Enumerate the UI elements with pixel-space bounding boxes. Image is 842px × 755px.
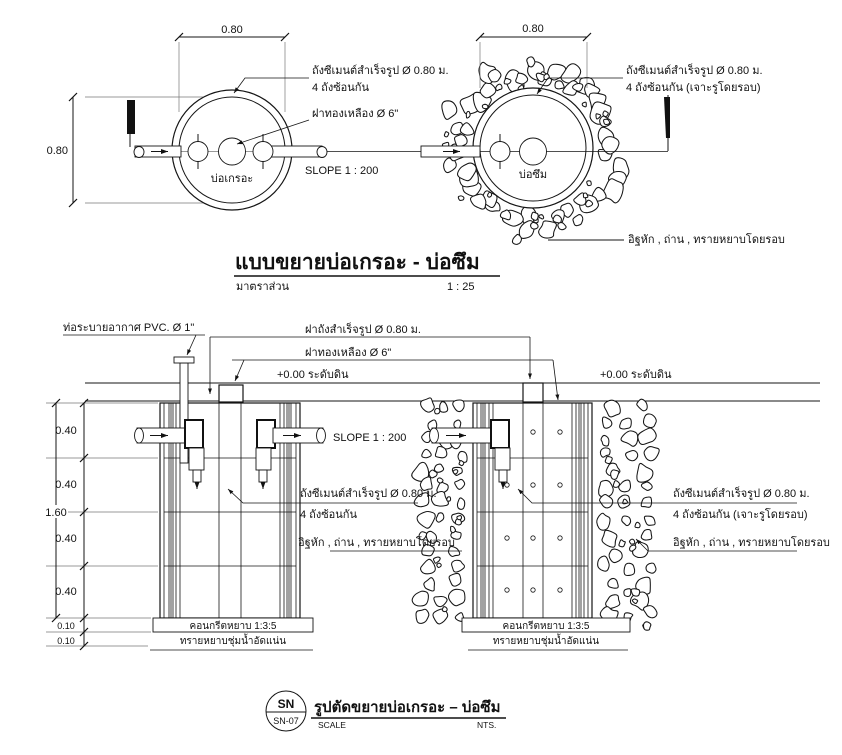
- dim-width-value: 0.80: [221, 24, 243, 36]
- right-tank-label-1: ถังซีเมนต์สำเร็จรูป Ø 0.80 ม.: [673, 488, 810, 500]
- outlet-tee-fitting: [253, 142, 273, 162]
- ground-level-label-left: +0.00 ระดับดิน: [277, 369, 349, 381]
- vent-pipe-cap: [174, 357, 194, 363]
- dim-040: 0.40: [55, 586, 77, 598]
- left-fill-label: อิฐหัก , ถ่าน , ทรายหยาบโดยรอบ: [298, 537, 455, 549]
- tank-name: บ่อซึม: [518, 169, 548, 181]
- vent-pipe-label: ท่อระบายอากาศ PVC. Ø 1": [63, 322, 195, 334]
- inlet-tee-fitting: [188, 142, 208, 162]
- plan-septic-tank: [47, 24, 449, 210]
- brass-cover-label: ฝาทองเหลือง Ø 6": [305, 347, 392, 359]
- tank-spec-label-1: ถังซีเมนต์สำเร็จรูป Ø 0.80 ม.: [626, 65, 763, 77]
- upper-title-block: [234, 251, 500, 293]
- vent-pipe-marker: [127, 100, 135, 134]
- dim-160: 1.60: [45, 507, 67, 519]
- lean-concrete-label: คอนกรีตหยาบ 1:3:5: [502, 621, 590, 632]
- brass-cover-label: ฝาทองเหลือง Ø 6": [312, 108, 399, 120]
- left-tank-label-1: ถังซีเมนต์สำเร็จรูป Ø 0.80 ม.: [300, 488, 437, 500]
- tank-spec-label-2: 4 ถังซ้อนกัน (เจาะรูโดยรอบ): [626, 82, 761, 94]
- sheet-number: SN-07: [273, 716, 299, 726]
- tank-spec-label-1: ถังซีเมนต์สำเร็จรูป Ø 0.80 ม.: [312, 65, 449, 77]
- scale-value: NTS.: [477, 720, 497, 730]
- dim-width-value: 0.80: [522, 23, 544, 35]
- brass-cover-circle: [520, 138, 547, 165]
- brass-cover-circle: [219, 138, 246, 165]
- scale-label: มาตราส่วน: [236, 281, 290, 293]
- right-tank-label-2: 4 ถังซ้อนกัน (เจาะรูโดยรอบ): [673, 509, 808, 521]
- slope-label: SLOPE 1 : 200: [333, 432, 407, 444]
- sheet-code: SN: [277, 697, 295, 711]
- section-view: [44, 322, 830, 650]
- dim-040: 0.40: [55, 425, 77, 437]
- section-title: รูปตัดขยายบ่อเกรอะ – บ่อซึม: [314, 699, 501, 716]
- tank-spec-label-2: 4 ถังซ้อนกัน: [312, 82, 369, 94]
- fill-material-label: อิฐหัก , ถ่าน , ทรายหยาบโดยรอบ: [628, 234, 785, 246]
- scale-value: 1 : 25: [447, 281, 475, 293]
- dim-height-value: 0.80: [46, 145, 68, 157]
- gravel-column-right: [597, 399, 659, 630]
- plan-seepage-pit: [421, 23, 785, 246]
- tank-cover-label: ฝาถังสำเร็จรูป Ø 0.80 ม.: [305, 324, 421, 336]
- access-cover: [219, 385, 243, 402]
- sand-label: ทรายหยาบชุ่มน้ำอัดแน่น: [492, 636, 600, 647]
- pipe-end-cap: [134, 147, 144, 158]
- drawing-title: แบบขยายบ่อเกรอะ - บ่อซึม: [235, 251, 480, 274]
- access-cover: [523, 383, 543, 402]
- ground-level-label-right: +0.00 ระดับดิน: [600, 369, 672, 381]
- inlet-tee-fitting: [490, 142, 510, 162]
- dim-010: 0.10: [57, 621, 75, 631]
- lean-concrete-label: คอนกรีตหยาบ 1:3:5: [189, 621, 277, 632]
- outlet-pipe: [268, 146, 322, 157]
- right-fill-label: อิฐหัก , ถ่าน , ทรายหยาบโดยรอบ: [673, 537, 830, 549]
- inlet-tee: [185, 420, 203, 448]
- vent-pipe-marker: [664, 97, 670, 138]
- slope-label: SLOPE 1 : 200: [305, 165, 379, 177]
- dim-010: 0.10: [57, 636, 75, 646]
- dim-040: 0.40: [55, 533, 77, 545]
- tank-name: บ่อเกรอะ: [210, 173, 254, 185]
- bottom-title-block: [266, 691, 506, 731]
- leader-tank: [234, 78, 309, 93]
- scale-label: SCALE: [318, 720, 346, 730]
- inlet-tee: [491, 420, 509, 448]
- dim-040: 0.40: [55, 479, 77, 491]
- sand-label: ทรายหยาบชุ่มน้ำอัดแน่น: [179, 636, 287, 647]
- left-tank-label-2: 4 ถังซ้อนกัน: [300, 509, 357, 521]
- pipe-end-cap: [317, 147, 327, 158]
- outlet-tee: [257, 420, 275, 448]
